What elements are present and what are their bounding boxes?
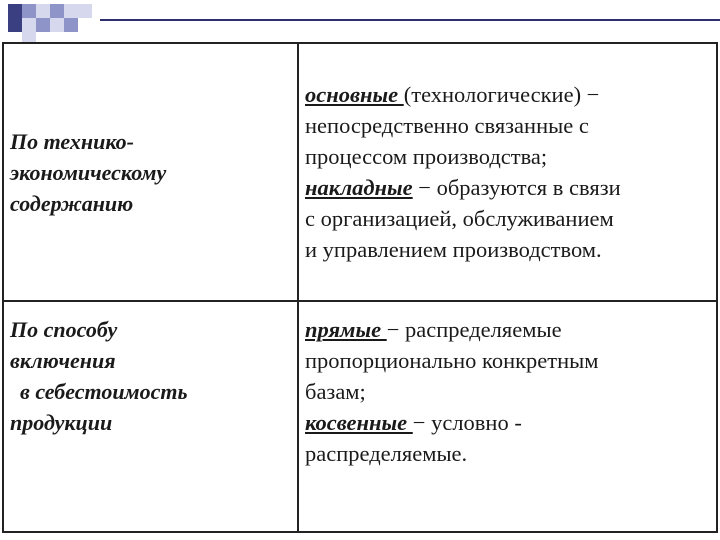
description-line: распределяемые. [305,441,468,466]
table-row [3,301,717,532]
description-line [305,407,708,438]
category-cell [3,301,298,532]
category-line: содержанию [10,190,134,216]
description-line: и управлением производством. [305,237,602,262]
description-cell [298,301,717,532]
term-main: основные [305,82,404,107]
category-cell [3,43,298,301]
description-line [305,314,708,345]
description-line: процессом производства; [305,144,548,169]
description-text: − распределяемые [386,317,562,342]
category-line: включения [10,348,116,373]
description-line: пропорционально конкретным [305,348,599,373]
term-direct: прямые [305,317,387,342]
description-text: − условно - [412,410,522,435]
category-line: По технико- [10,128,134,154]
category-line: в себестоимость [20,379,188,404]
description-line [305,172,708,203]
term-overhead: накладные [305,175,413,200]
description-line: базам; [305,379,366,404]
table-row [3,43,717,301]
description-line: с организацией, обслуживанием [305,206,614,231]
category-line: экономическому [10,159,167,185]
description-line [305,79,708,110]
term-indirect: косвенные [305,410,413,435]
decorative-header [0,0,720,42]
description-text: (технологические) − [403,82,600,107]
cost-classification-table [2,42,718,533]
description-cell [298,43,717,301]
category-line: По способу [10,317,118,342]
description-text: − образуются в связи [412,175,621,200]
description-line: непосредственно связанные с [305,113,589,138]
category-line: продукции [10,410,113,435]
